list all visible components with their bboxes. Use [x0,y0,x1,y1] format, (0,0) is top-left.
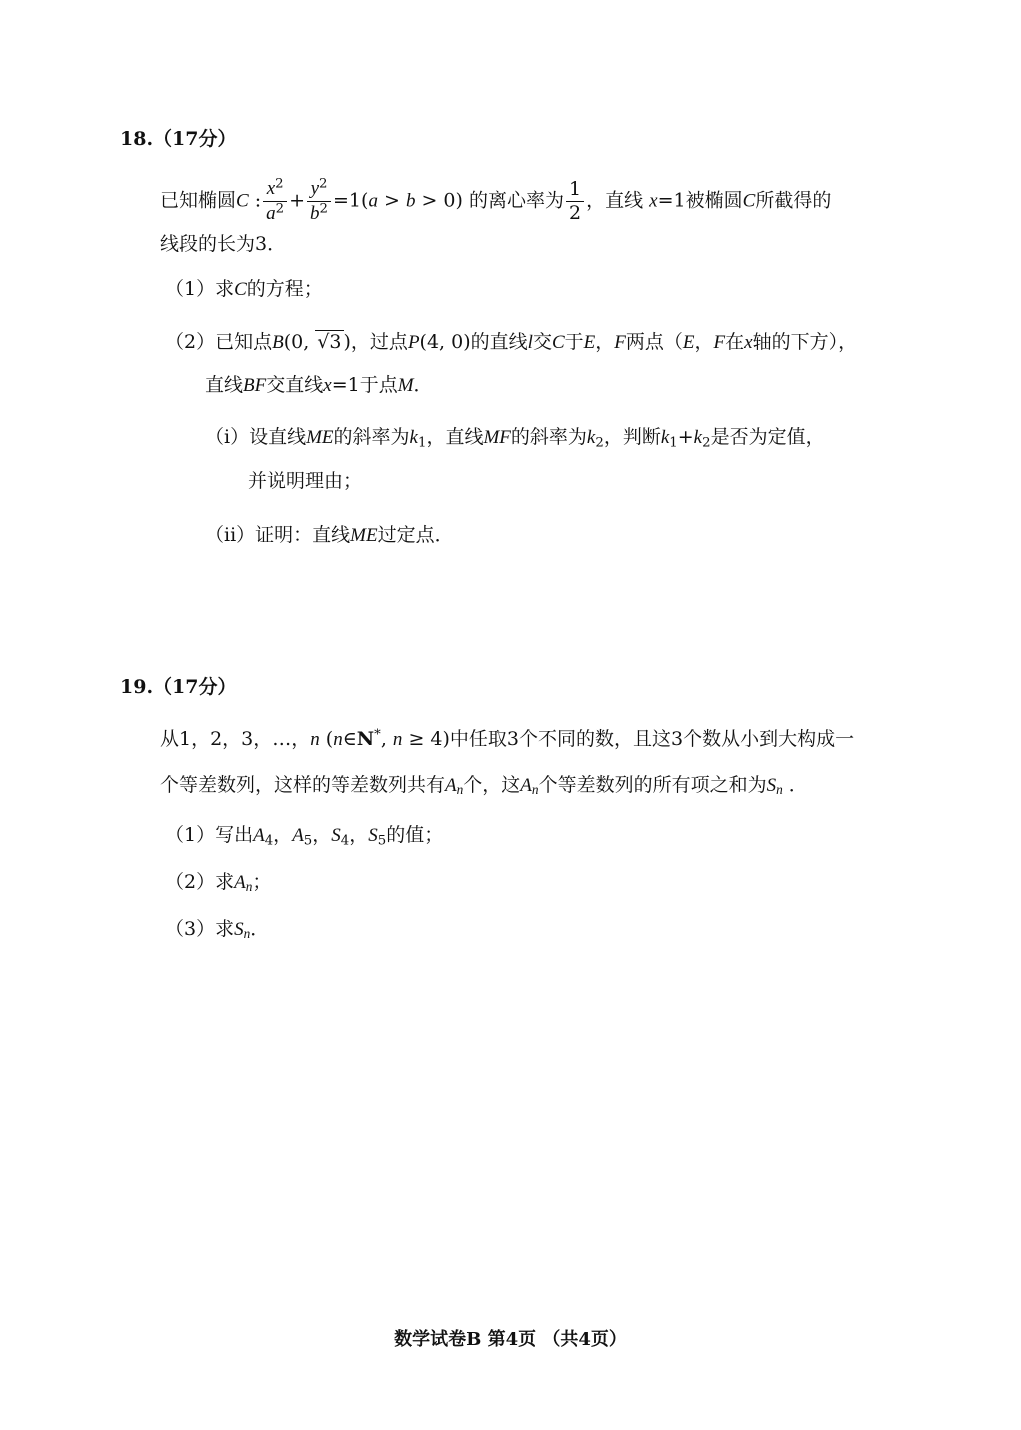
q18-header: 18.（17分） [120,128,237,150]
q19-header: 19.（17分） [120,676,237,698]
q18-part2-line1: （2）已知点B(0, √3 )，过点P(4, 0)的直线l交C于E，F两点（E，F在x轴的下方）， [165,331,858,353]
page-footer: 数学试卷B 第4页 （共4页） [394,1329,627,1350]
q18-intro-line1: 已知椭圆C : $\frac{x^2}{a^2}$ + $\frac{y^2}{b^2}$ =1(a > b > 0) 的离心率为 $\frac{1}{2}$ ，直线 x=1被椭圆C所截得的 [160,176,832,224]
q19-intro-line1: 从1，2，3，…，n (n∈N*, n ≥ 4)中任取3个不同的数，且这3个数从小到大构成一 [160,727,855,750]
q18-part2-ii: （ii）证明：直线ME过定点． [205,524,454,546]
q19-intro-line2: 个等差数列，这样的等差数列共有$A_n$个，这$A_n$个等差数列的所有项之和为$S_n$ ． [160,774,808,798]
q19-part2: （2）求$A_n$； [165,871,272,895]
q19-part1: （1）写出$A_4$，$A_5$，$S_4$，$S_5$的值； [165,824,444,849]
q19-part3: （3）求$S_n$． [165,918,270,942]
q18-part2-i-line1: （i）设直线ME的斜率为$k_1$，直线MF的斜率为$k_2$，判断$k_1+k_2$是否为定值， [205,426,825,451]
q18-part1: （1）求C的方程； [165,278,323,300]
q18-intro-line2: 线段的长为3． [160,233,287,255]
q18-part2-i-line2: 并说明理由； [248,470,363,492]
q18-part2-line2: 直线BF交直线x=1于点M． [205,374,433,396]
